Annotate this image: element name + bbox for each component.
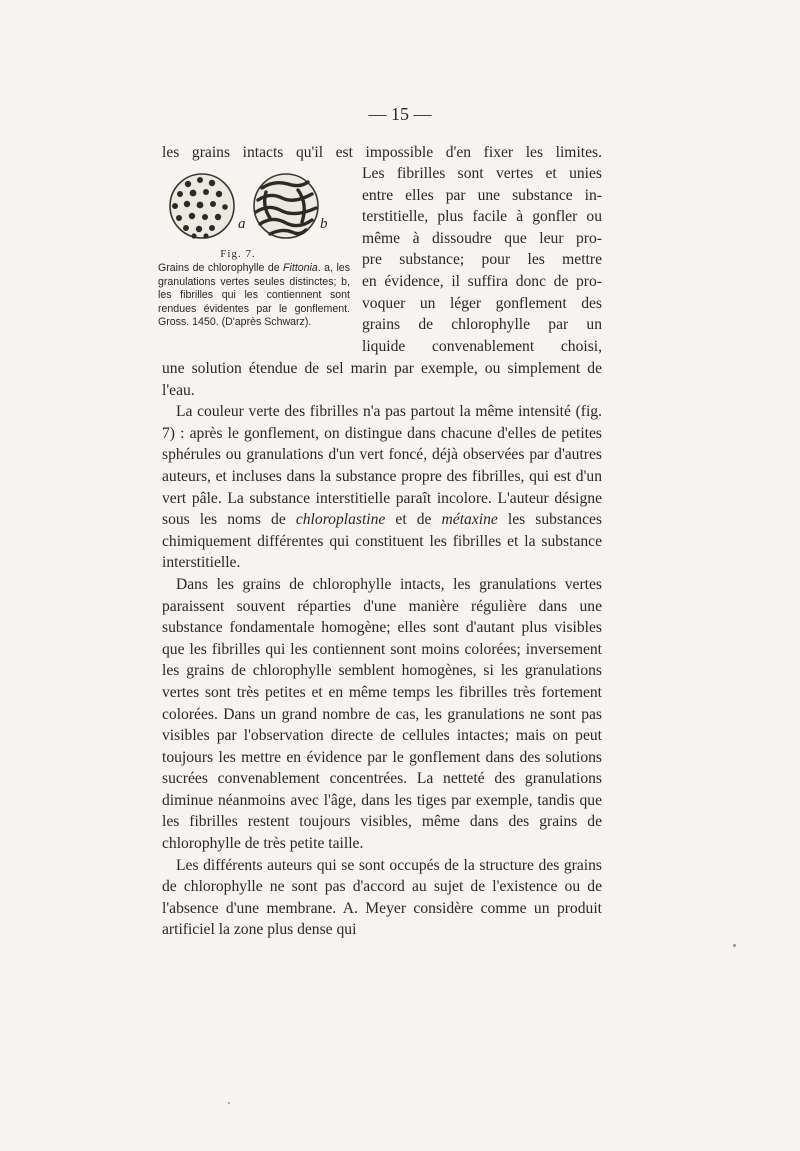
paper-speck <box>733 944 736 947</box>
right-line: Les fibrilles sont vertes et unies <box>362 165 602 182</box>
term-metaxine: métaxine <box>441 511 498 529</box>
top-line: les grains intacts qu'il est impossible d'en fixer les limites. <box>162 144 602 161</box>
paragraph-4: Les différents auteurs qui se sont occupés de la structure des grains de chlorophylle ne sont pas d'accord au sujet de l'existence ou de l'absence d'une membrane. A. Meyer considère comme un produit artificiel la zone plus dense qui <box>162 856 602 939</box>
p2-text-a: La couleur verte des fibrilles n'a pas partout la même intensité (fig. 7) : après le gonflement, on distingue dans chacune d'elles de petites sphérules ou granulations d'un vert foncé, déjà observées par d'autres auteurs, et incluses dans la substance propre des fibrilles, qui est d'un vert pâle. La substance interstitielle paraît incolore. L'auteur désigne sous les noms de <box>162 403 602 529</box>
caption-prefix: Grains de chlorophylle de <box>158 262 284 274</box>
right-line: en évidence, il suffira donc de pro- <box>362 272 602 290</box>
right-line: entre elles par une substance in- <box>362 186 602 204</box>
grain-b-fibrils <box>254 174 318 238</box>
paragraph-2 <box>162 401 602 574</box>
right-column <box>362 163 602 357</box>
page-number: — 15 — <box>368 104 432 124</box>
caption-species: Fittonia <box>283 262 318 274</box>
figure-art <box>158 170 358 242</box>
chloroplast-illustration <box>158 170 358 242</box>
main-text <box>162 358 602 941</box>
p2-text-c: les substances chimiquement différentes qui constituent les fibrilles et la substance interstitielle. <box>162 511 602 572</box>
right-line: liquide convenablement choisi, <box>362 337 602 355</box>
caption-rest: . a, les granulations vertes seules distinctes; b, les fibrilles qui les contiennent sont rendues évidentes par le gonflement. Gross. 1450. (D'après Schwarz). <box>158 262 350 328</box>
figure-7 <box>158 170 358 330</box>
label-b: b <box>320 216 328 232</box>
paper-speck <box>228 1102 230 1104</box>
grain-a-granules <box>170 174 234 239</box>
right-line: grains de chlorophylle par un <box>362 316 602 334</box>
paragraph-1-end: une solution étendue de sel marin par exemple, ou simplement de l'eau. <box>162 360 602 399</box>
figure-title: Fig. 7. <box>220 248 256 260</box>
right-line: pre substance; pour les mettre <box>362 251 602 269</box>
right-line: terstitielle, plus facile à gonfler ou <box>362 208 602 226</box>
figure-caption <box>158 262 350 330</box>
right-line: voquer un léger gonflement des <box>362 294 602 312</box>
term-chloroplastine: chloroplastine <box>295 511 386 529</box>
paragraph-3: Dans les grains de chlorophylle intacts, les granulations vertes paraissent souvent réparties d'une manière régulière dans une substance fondamentale homogène; elles sont d'autant plus visibles que les fibrilles qui les contiennent sont moins colorées; inversement les grains de chlorophylle semblent homogènes, si les granulations vertes sont très petites et en même temps les fibrilles très fortement colorées. Dans un grand nombre de cas, les granulations ne sont pas visibles par l'observation directe de cellules intactes; mais on peut toujours les mettre en évidence par le gonflement dans des solutions sucrées convenablement concentrées. La netteté des granulations diminue néanmoins avec l'âge, dans les tiges par exemple, tandis que les fibrilles restent toujours visibles, même dans des grains de chlorophylle de très petite taille. <box>162 575 602 853</box>
right-line: même à dissoudre que leur pro- <box>362 229 602 247</box>
label-a: a <box>238 216 246 232</box>
p2-text-b: et de <box>385 511 442 529</box>
